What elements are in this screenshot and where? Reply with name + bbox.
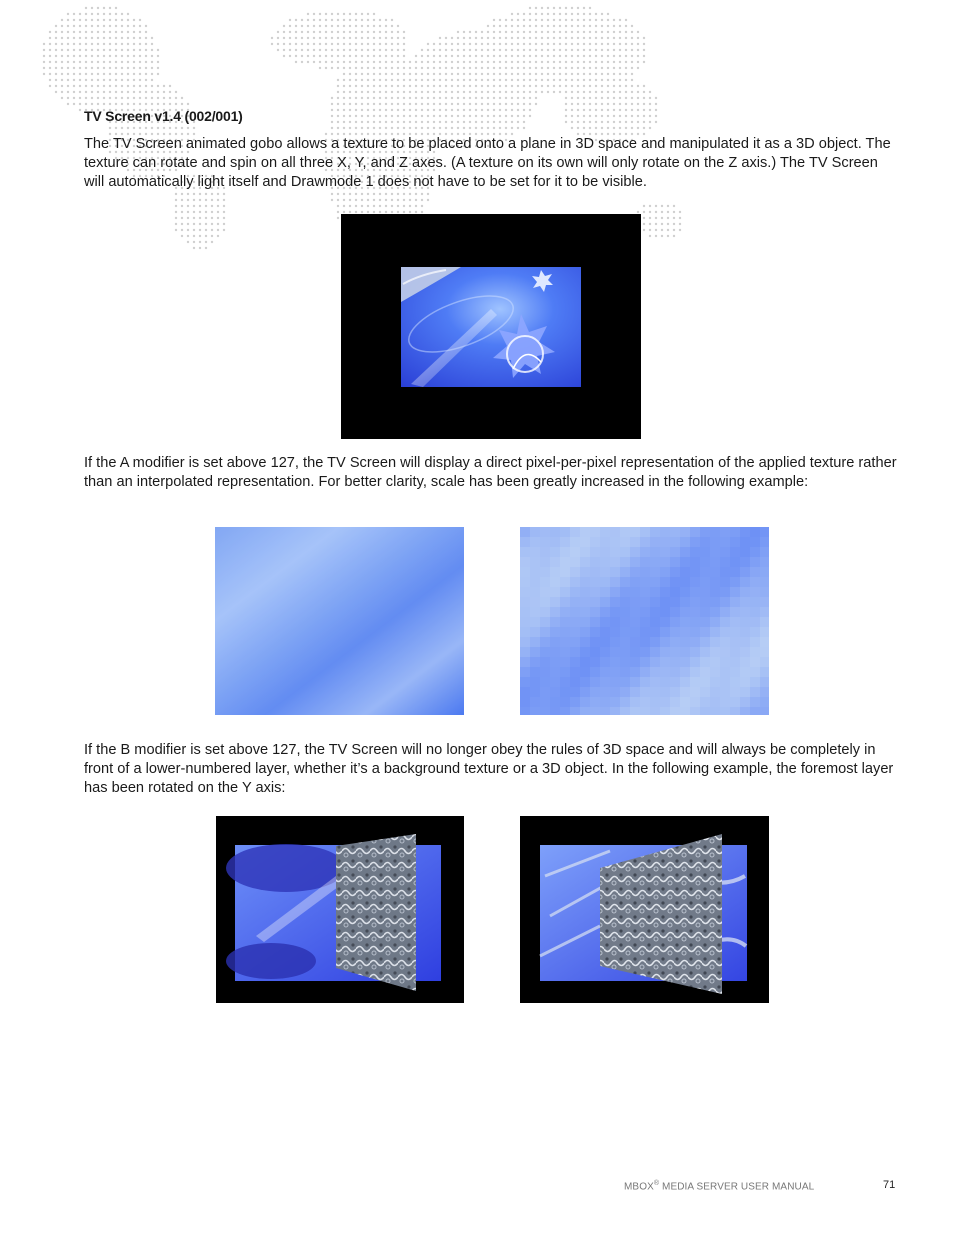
- page-number: 71: [883, 1179, 896, 1191]
- paragraph-b-modifier: If the B modifier is set above 127, the TV Screen will no longer obey the rules of 3D space and will always be completely in front of a lower-numbered layer, whether it’s a background texture or a 3D object. In the following example, the foremost layer has been rotated on the Y axis:: [84, 742, 894, 796]
- figure-layer-rotated-y-default: [216, 816, 464, 1003]
- figure-interpolated-texture: [215, 527, 464, 715]
- figure-layer-rotated-y-b-modifier: [520, 816, 769, 1003]
- footer-manual-title: [624, 1180, 814, 1192]
- footer-title: MEDIA SERVER USER MANUAL: [662, 1181, 815, 1193]
- registered-mark: ®: [653, 1180, 660, 1187]
- paragraph-a-modifier: If the A modifier is set above 127, the TV Screen will display a direct pixel-per-pixel representation of the applied texture rather than an interpolated representation. For better clarity, scale has been greatly increased in the following example:: [84, 455, 897, 490]
- figure-pixelated-texture: [520, 527, 769, 715]
- figure-tv-screen-3d-plane: [341, 214, 641, 439]
- section-heading: TV Screen v1.4 (002/001): [84, 108, 243, 124]
- paragraph-intro: The TV Screen animated gobo allows a texture to be placed onto a plane in 3D space and manipulated it as a 3D object. The texture can rotate and spin on all three X, Y, and Z axes. (A texture on its own will only rotate on the Z axis.) The TV Screen will automatically light itself and Drawmode 1 does not have to be set for it to be visible.: [84, 136, 891, 190]
- footer-brand: MBOX: [624, 1181, 654, 1193]
